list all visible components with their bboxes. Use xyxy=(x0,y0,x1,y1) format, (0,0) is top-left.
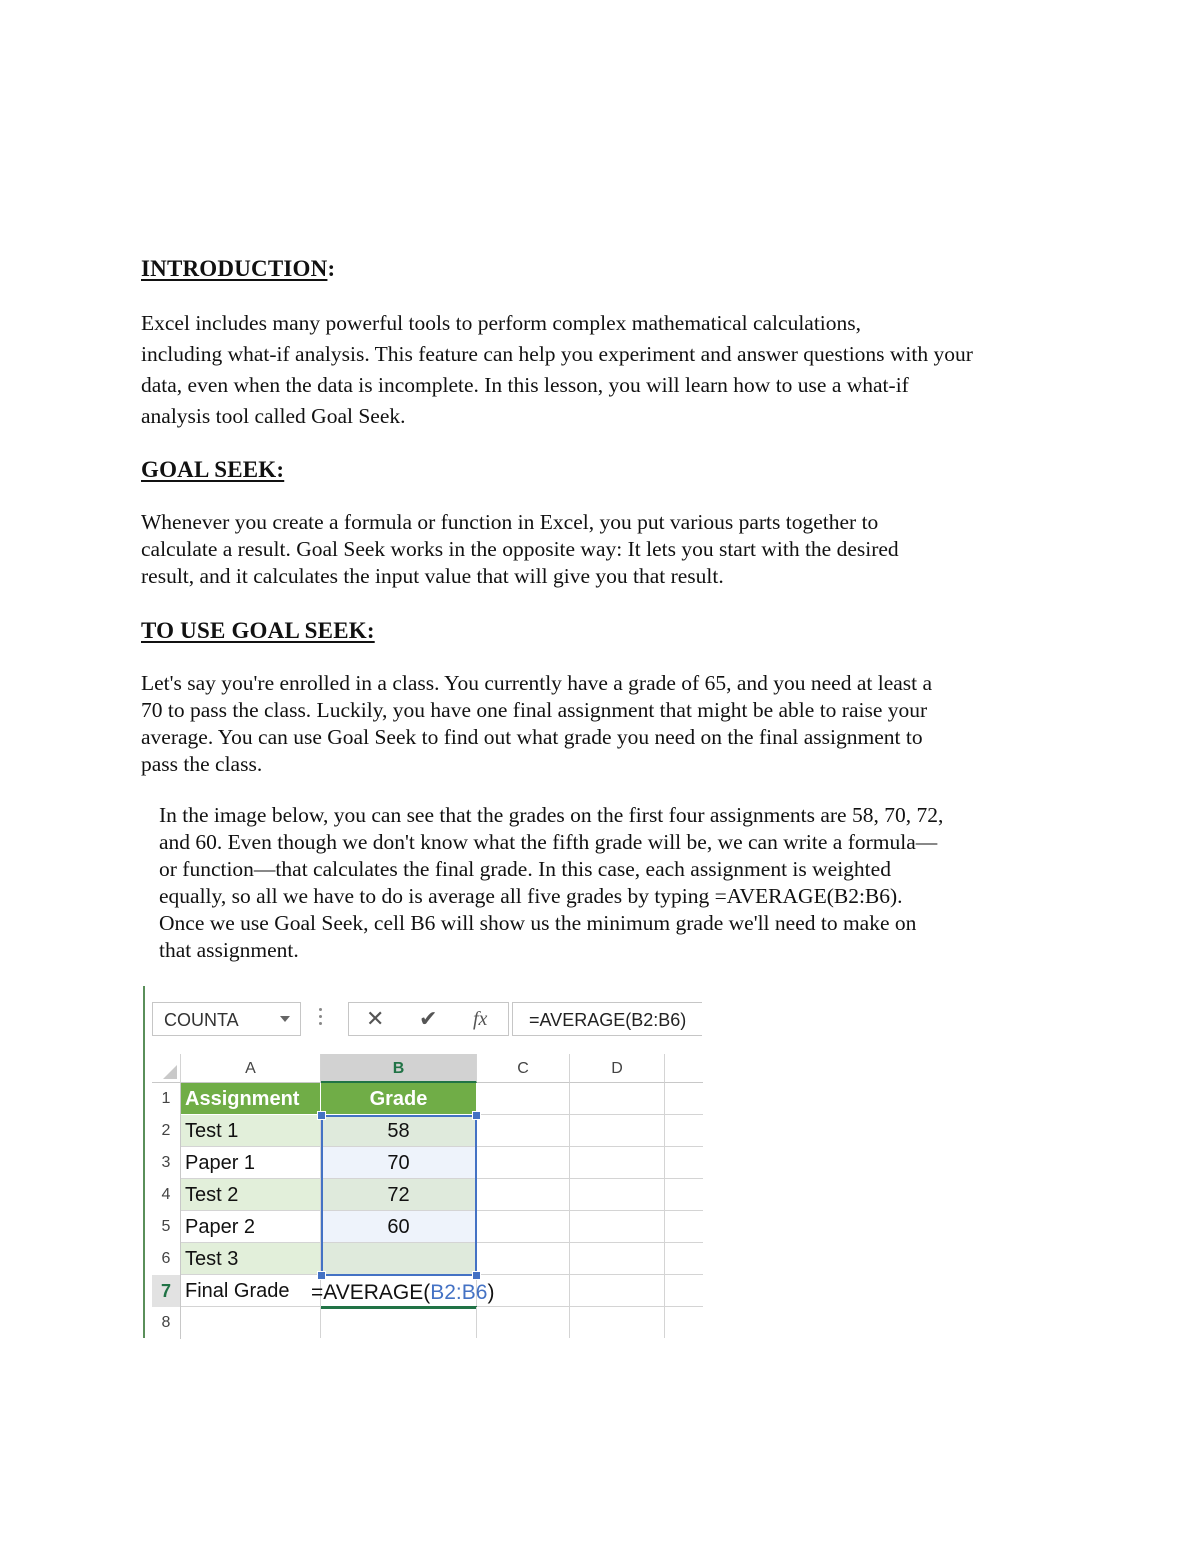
cell-a2[interactable]: Test 1 xyxy=(181,1115,321,1147)
intro-heading: INTRODUCTION: xyxy=(141,256,336,281)
range-handle-bottom-left[interactable] xyxy=(317,1271,326,1280)
cell-e4[interactable] xyxy=(665,1179,703,1211)
cell-d5[interactable] xyxy=(570,1211,665,1243)
cell-d6[interactable] xyxy=(570,1243,665,1275)
row-header-4[interactable]: 4 xyxy=(152,1179,181,1211)
cancel-icon[interactable]: ✕ xyxy=(366,1006,385,1031)
goal-seek-heading: GOAL SEEK: xyxy=(141,457,285,482)
cell-a1[interactable]: Assignment xyxy=(181,1083,321,1115)
image-description-paragraph xyxy=(159,802,943,964)
row-header-3[interactable]: 3 xyxy=(152,1147,181,1179)
text-line: and 60. Even though we don't know what the fifth grade will be, we can write a formula— xyxy=(159,830,938,854)
vertical-dots-icon[interactable] xyxy=(319,1008,323,1030)
cell-a5[interactable]: Paper 2 xyxy=(181,1211,321,1243)
text-line: calculate a result. Goal Seek works in the opposite way: It lets you start with the desired xyxy=(141,537,899,561)
cell-a4[interactable]: Test 2 xyxy=(181,1179,321,1211)
cell-d8[interactable] xyxy=(570,1307,665,1338)
cell-e7[interactable] xyxy=(665,1275,703,1307)
name-box-value: COUNTA xyxy=(164,1010,239,1030)
cell-b8[interactable] xyxy=(321,1307,477,1338)
to-use-goal-seek-heading: TO USE GOAL SEEK: xyxy=(141,618,375,643)
cell-e3[interactable] xyxy=(665,1147,703,1179)
row-header-8[interactable]: 8 xyxy=(152,1307,181,1339)
cell-d7[interactable] xyxy=(570,1275,665,1307)
text-line: Let's say you're enrolled in a class. You currently have a grade of 65, and you need at least a xyxy=(141,671,933,695)
range-handle-bottom-right[interactable] xyxy=(472,1271,481,1280)
row-header-7[interactable]: 7 xyxy=(152,1275,181,1307)
cell-c8[interactable] xyxy=(477,1307,570,1338)
cell-b3[interactable]: 70 xyxy=(321,1147,477,1179)
cell-c3[interactable] xyxy=(477,1147,570,1179)
cell-d3[interactable] xyxy=(570,1147,665,1179)
text-line: Once we use Goal Seek, cell B6 will show us the minimum grade we'll need to make on xyxy=(159,911,917,935)
text-line: In the image below, you can see that the grades on the first four assignments are 58, 70, 72, xyxy=(159,803,944,827)
excel-screenshot xyxy=(143,986,703,1338)
chevron-down-icon[interactable] xyxy=(280,1016,290,1022)
text-line: that assignment. xyxy=(159,938,299,962)
text-line: Whenever you create a formula or function in Excel, you put various parts together to xyxy=(141,510,879,534)
text-line: result, and it calculates the input value that will give you that result. xyxy=(141,564,724,588)
formula-bar-text: =AVERAGE(B2:B6) xyxy=(529,1010,687,1030)
cell-a8[interactable] xyxy=(181,1307,321,1338)
text-line: analysis tool called Goal Seek. xyxy=(141,404,406,428)
cell-a7[interactable]: Final Grade xyxy=(181,1275,321,1307)
text-line: equally, so all we have to do is average all five grades by typing =AVERAGE(B2:B6). xyxy=(159,884,903,908)
cell-c1[interactable] xyxy=(477,1083,570,1115)
function-icon[interactable]: fx xyxy=(473,1008,488,1030)
select-all-corner[interactable] xyxy=(152,1054,181,1083)
column-header-e[interactable] xyxy=(665,1054,703,1083)
goal-seek-paragraph xyxy=(141,509,899,590)
text-line: pass the class. xyxy=(141,752,263,776)
row-header-6[interactable]: 6 xyxy=(152,1243,181,1275)
cell-c6[interactable] xyxy=(477,1243,570,1275)
cell-b1[interactable]: Grade xyxy=(321,1083,477,1115)
range-handle-top-left[interactable] xyxy=(317,1111,326,1120)
cell-e2[interactable] xyxy=(665,1115,703,1147)
cell-e5[interactable] xyxy=(665,1211,703,1243)
text-line: Excel includes many powerful tools to perform complex mathematical calculations, xyxy=(141,311,862,335)
column-header-b[interactable]: B xyxy=(321,1054,477,1083)
cell-b5[interactable]: 60 xyxy=(321,1211,477,1243)
cell-d4[interactable] xyxy=(570,1179,665,1211)
checkmark-icon[interactable]: ✔ xyxy=(419,1006,438,1031)
cell-c4[interactable] xyxy=(477,1179,570,1211)
cell-e1[interactable] xyxy=(665,1083,703,1115)
cell-a3[interactable]: Paper 1 xyxy=(181,1147,321,1179)
text-line: 70 to pass the class. Luckily, you have one final assignment that might be able to raise your xyxy=(141,698,928,722)
cell-d1[interactable] xyxy=(570,1083,665,1115)
formula-buttons xyxy=(348,1002,509,1036)
cell-e6[interactable] xyxy=(665,1243,703,1275)
cell-b7-formula: =AVERAGE(B2:B6) xyxy=(311,1281,495,1304)
cell-d2[interactable] xyxy=(570,1115,665,1147)
to-use-paragraph xyxy=(141,670,932,778)
cell-c2[interactable] xyxy=(477,1115,570,1147)
row-header-1[interactable]: 1 xyxy=(152,1083,181,1115)
text-line: average. You can use Goal Seek to find out what grade you need on the final assignment to xyxy=(141,725,923,749)
range-handle-top-right[interactable] xyxy=(472,1111,481,1120)
formula-bar[interactable] xyxy=(512,1002,702,1036)
column-header-c[interactable]: C xyxy=(477,1054,570,1083)
row-header-2[interactable]: 2 xyxy=(152,1115,181,1147)
cell-b2[interactable]: 58 xyxy=(321,1115,477,1147)
text-line: including what-if analysis. This feature can help you experiment and answer questions with your xyxy=(141,342,973,366)
left-border xyxy=(143,986,145,1338)
row-header-5[interactable]: 5 xyxy=(152,1211,181,1243)
cell-c5[interactable] xyxy=(477,1211,570,1243)
text-line: data, even when the data is incomplete. In this lesson, you will learn how to use a what-if xyxy=(141,373,909,397)
cell-b4[interactable]: 72 xyxy=(321,1179,477,1211)
intro-paragraph xyxy=(141,308,973,432)
column-header-a[interactable]: A xyxy=(181,1054,321,1083)
column-header-d[interactable]: D xyxy=(570,1054,665,1083)
cell-a6[interactable]: Test 3 xyxy=(181,1243,321,1275)
cell-b6[interactable] xyxy=(321,1243,477,1275)
name-box[interactable] xyxy=(152,1002,301,1036)
text-line: or function—that calculates the final grade. In this case, each assignment is weighted xyxy=(159,857,891,881)
